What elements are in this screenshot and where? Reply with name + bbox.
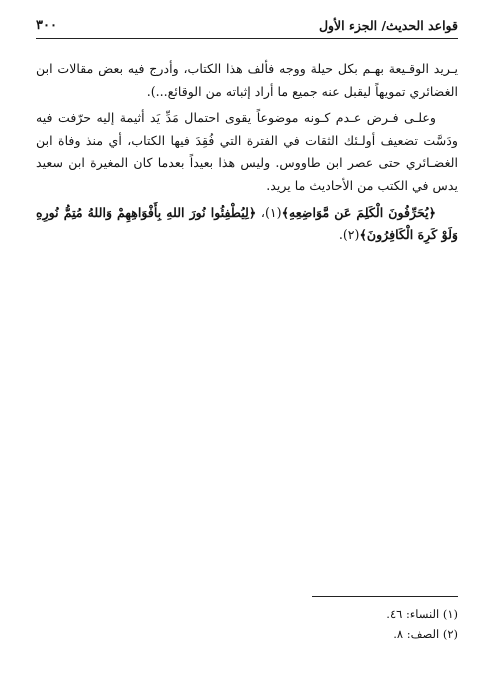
book-page [36, 12, 458, 678]
verse-separator: ، [256, 204, 265, 220]
paragraph-1: يـريد الوقـيعة بهـم بكل حيلة ووجه فألف هذا الكتاب، وأدرج فيه بعض مقالات ابن الغضائري تمويهاً ليقبل عنه جميع ما أراد إثباته من الوقائع...). [36, 61, 458, 99]
page-number: ٣٠٠ [36, 17, 57, 33]
footnote-divider [312, 596, 458, 597]
header-title: قواعد الحديث/ الجزء الأول [318, 17, 458, 33]
sentence-end: . [338, 227, 343, 243]
footnote-1: (١) النساء: ٤٦. [386, 607, 458, 621]
footnotes [36, 604, 458, 644]
footnote-2: (٢) الصف: ٨. [393, 627, 458, 641]
quran-verse-2: ﴿لِيُطْفِئُوا نُورَ اللهِ بِأَفْوَاهِهِمْ وَاللهُ مُتِمُّ نُورِهِ وَلَوْ كَرِهَ الْكَافِرُونَ﴾ [36, 204, 458, 243]
footnote-ref-2: (٢) [342, 227, 360, 243]
paragraph-2: وعلـى فـرض عـدم كـونه موضوعاً يقوى احتمال مَدِّ يَد أثيمة إليه حرّفت فيه ودَسَّت تضعيف أولـئك الثقات في الفترة التي فُقِدَ فيها الكتاب، أي منذ وفاة ابن الغضـائري حتى عصر ابن طاووس. وليس هذا بعيداً بعدما كان المغيرة ابن سعيد يدس في الكتب من الأحاديث ما يريد. [36, 110, 458, 193]
main-text [36, 58, 458, 251]
footnote-ref-1: (١) [264, 204, 282, 220]
quran-quote [36, 202, 458, 247]
running-header [36, 12, 458, 39]
quran-verse-1: ﴿يُحَرِّفُونَ الْكَلِمَ عَن مَّوَاضِعِهِ﴾ [281, 204, 436, 220]
